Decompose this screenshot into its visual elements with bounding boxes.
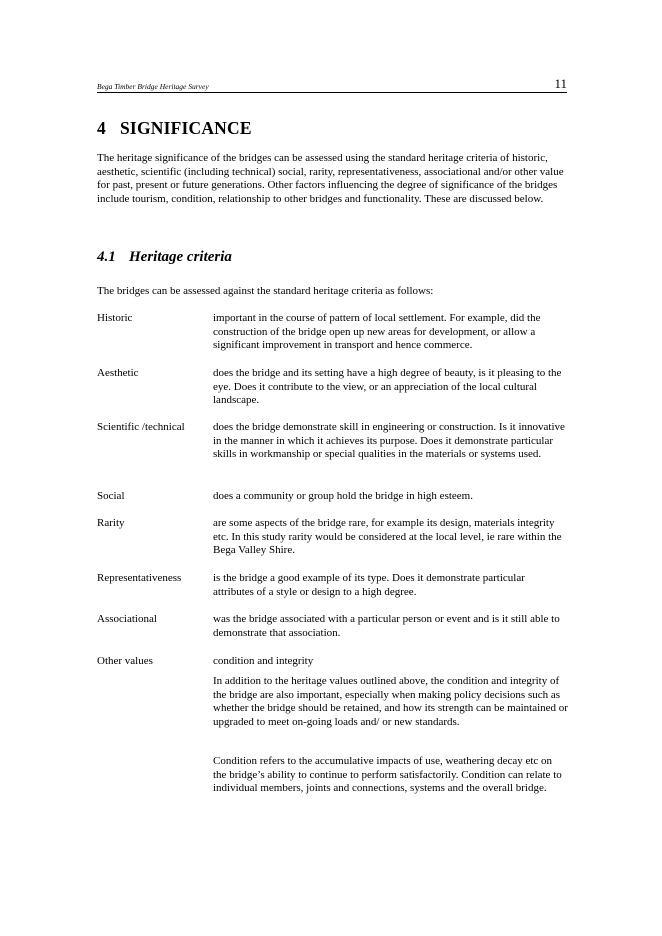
criterion-description: does the bridge demonstrate skill in engineering or construction. Is it innovative in the manner in which it achieves its purpose. Does it demonstrate particular skills in workmanship or special qualities in the materials or systems used. [213, 421, 565, 461]
criterion-description: condition and integrity [213, 655, 314, 667]
criterion-description: does a community or group hold the bridge in high esteem. [213, 490, 473, 502]
subsection-heading [97, 249, 232, 266]
criteria-lead: The bridges can be assessed against the standard heritage criteria as follows: [97, 285, 434, 297]
criterion-term: Representativeness [97, 572, 182, 584]
section-heading [97, 118, 252, 139]
subsection-title: Heritage criteria [129, 249, 232, 265]
criterion-term: Associational [97, 613, 157, 625]
criterion-term: Rarity [97, 517, 125, 529]
criterion-term: Scientific /technical [97, 421, 185, 433]
criterion-description: important in the course of pattern of local settlement. For example, did the construction of the bridge open up new areas for development, or allow a significant improvement in transport and hence commerce. [213, 312, 541, 352]
running-header [97, 78, 567, 93]
criterion-term: Historic [97, 312, 133, 324]
other-values-paragraph: In addition to the heritage values outlined above, the condition and integrity of the bridge are also important, especially when making policy decisions such as whether the bridge should be retained, and how its strength can be maintained or upgraded to meet on-going loads and/ or new standards. [213, 675, 568, 729]
criterion-term: Aesthetic [97, 367, 139, 379]
criterion-description: does the bridge and its setting have a high degree of beauty, is it pleasing to the eye. Does it contribute to the view, or an appreciation of the local cultural landscape. [213, 367, 562, 407]
other-values-paragraph: Condition refers to the accumulative impacts of use, weathering decay etc on the bridge’s ability to continue to perform satisfactorily. Condition can relate to individual members, joints and connections, systems and the overall bridge. [213, 755, 562, 795]
section-title: SIGNIFICANCE [120, 118, 252, 138]
page-number: 11 [554, 76, 567, 91]
subsection-number: 4.1 [97, 249, 116, 265]
criterion-term: Other values [97, 655, 153, 667]
criterion-description: was the bridge associated with a particular person or event and is it still able to demonstrate that association. [213, 613, 560, 639]
criterion-description: are some aspects of the bridge rare, for example its design, materials integrity etc. In this study rarity would be considered at the local level, ie rare within the Bega Valley Shire. [213, 517, 562, 557]
document-title: Bega Timber Bridge Heritage Survey [97, 82, 209, 91]
section-intro: The heritage significance of the bridges can be assessed using the standard heritage criteria of historic, aesthetic, scientific (including technical) social, rarity, representativeness, associational and/or other value for past, present or future generations. Other factors influencing the degree of significance of the bridges include tourism, condition, relationship to other bridges and functionality. These are discussed below. [97, 152, 564, 206]
section-number: 4 [97, 118, 106, 138]
criterion-description: is the bridge a good example of its type. Does it demonstrate particular attributes of a style or design to a high degree. [213, 572, 525, 598]
criterion-term: Social [97, 490, 125, 502]
